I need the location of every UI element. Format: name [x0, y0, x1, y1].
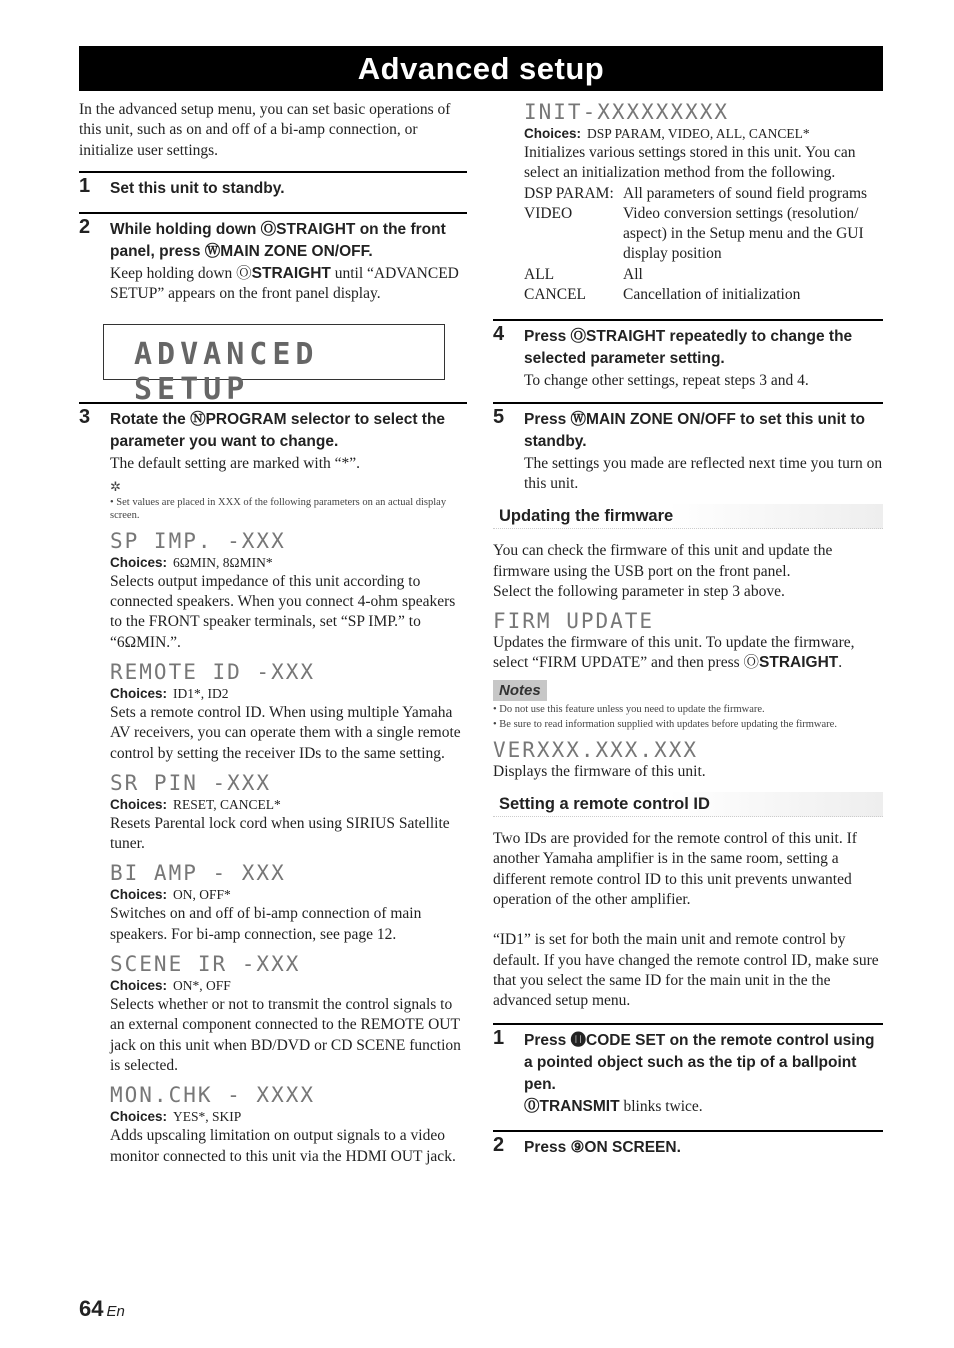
choices-value: ON, OFF*	[173, 887, 231, 903]
remote-id-paragraph-2: “ID1” is set for both the main unit and remote control by default. If you have changed the remote control ID, make sure that you select the same ID for the main unit in the the advanced setup menu.	[493, 931, 879, 1010]
step-heading: Set this unit to standby.	[110, 179, 285, 197]
param-desc: Resets Parental lock cord when using SIRIUS Satellite tuner.	[110, 814, 450, 853]
step-1-standby	[79, 171, 467, 200]
step-number: 1	[493, 1027, 505, 1050]
step-number: 4	[493, 323, 505, 346]
choices-value: ON*, OFF	[173, 978, 231, 994]
choices-label: Choices:	[524, 126, 582, 141]
param-choices	[110, 885, 467, 904]
param-choices	[110, 553, 467, 572]
option-key: CANCEL	[524, 286, 586, 304]
step-2-hold-straight	[79, 212, 467, 305]
param-bi-amp: BI AMP - XXX	[110, 861, 286, 886]
step-4-change-setting	[493, 319, 883, 391]
choices-label: Choices:	[110, 1109, 168, 1125]
param-remote-id: REMOTE ID -XXX	[110, 659, 316, 684]
step-number: 2	[79, 215, 91, 238]
step-heading: Press ⓄSTRAIGHT repeatedly to change the selected parameter setting.	[524, 328, 853, 368]
step-body	[524, 1097, 883, 1117]
param-choices	[110, 1107, 467, 1126]
param-version: VERXXX.XXX.XXX	[493, 737, 699, 762]
param-mon-chk: MON.CHK - XXXX	[110, 1083, 316, 1108]
step-body: To change other settings, repeat steps 3 and 4.	[524, 372, 809, 390]
step-heading: Press ⓌMAIN ZONE ON/OFF to set this unit to standby.	[524, 410, 866, 450]
notes-label: Notes	[493, 680, 547, 701]
step-3-rotate-program	[79, 402, 467, 474]
step-body-bold: STRAIGHT	[251, 264, 331, 282]
choices-label: Choices:	[110, 978, 168, 994]
firmware-intro-2: Select the following parameter in step 3 above.	[493, 582, 785, 600]
step-body-post: until “ADVANCED SETUP” appears on the front panel display.	[110, 264, 459, 303]
choices-value: 6ΩMIN, 8ΩMIN*	[173, 554, 273, 570]
step-5-standby	[493, 402, 883, 495]
note-item: • Do not use this feature unless you need to update the firmware.	[493, 703, 765, 715]
init-param	[524, 100, 883, 305]
step-body-pre: Keep holding down Ⓞ	[110, 264, 252, 282]
step-heading: Press ⑨ON SCREEN.	[524, 1138, 681, 1156]
step-body-bold: ⓪TRANSMIT	[524, 1098, 620, 1116]
version-desc: Displays the firmware of this unit.	[493, 762, 706, 780]
page-number	[79, 1296, 125, 1322]
step-heading: While holding down ⓄSTRAIGHT on the front panel, press ⓌMAIN ZONE ON/OFF.	[110, 220, 446, 260]
param-desc: Selects whether or not to transmit the control signals to an external component connected to the REMOTE OUT jack on this unit when BD/DVD or CD SCENE function is selected.	[110, 996, 461, 1074]
param-desc: Adds upscaling limitation on output signals to a video monitor connected to this unit via the HDMI OUT jack.	[110, 1127, 456, 1165]
param-desc: Sets a remote control ID. When using multiple Yamaha AV receivers, you can operate them with a single remote control by setting the receiver IDs to the same setting.	[110, 703, 461, 762]
step-body	[110, 264, 467, 305]
remote-id-paragraph-1: Two IDs are provided for the remote control of this unit. If another Yamaha amplifier is in the same room, setting a different remote control ID to this unit prevents unwanted operation of the other amplifier.	[493, 830, 857, 908]
remote-step-2	[493, 1130, 883, 1159]
choices-value: RESET, CANCEL*	[173, 796, 281, 812]
firmware-desc-pre: Updates the firmware of this unit. To update the firmware, select “FIRM UPDATE” and then press Ⓞ	[493, 634, 855, 672]
param-sr-pin: SR PIN -XXX	[110, 770, 272, 795]
option-value: Cancellation of initialization	[623, 286, 801, 304]
param-desc: Switches on and off of bi-amp connection of main speakers. For bi-amp connection, see page 12.	[110, 905, 422, 943]
intro-text: In the advanced setup menu, you can set basic operations of this unit, such as on and off of a bi-amp connection, or initialize user settings.	[79, 101, 451, 159]
section-heading-firmware: Updating the firmware	[493, 504, 883, 529]
choices-value: ID1*, ID2	[173, 685, 229, 701]
display-text: ADVANCED SETUP	[134, 337, 319, 408]
firmware-intro: You can check the firmware of this unit and update the firmware using the USB port on the front panel.	[493, 542, 833, 580]
remote-step-1	[493, 1023, 883, 1117]
option-value: All parameters of sound field programs	[623, 184, 868, 202]
choices-value: YES*, SKIP	[173, 1109, 242, 1125]
option-value: Video conversion settings (resolution/ aspect) in the Setup menu and the GUI display position	[623, 204, 864, 263]
param-firm-update: FIRM UPDATE	[493, 609, 655, 634]
right-column	[493, 100, 883, 1159]
step-heading: Press ⓫CODE SET on the remote control using a pointed object such as the tip of a ballpoint pen.	[524, 1032, 875, 1094]
param-scene-ir: SCENE IR -XXX	[110, 952, 301, 977]
step-number: 2	[493, 1133, 505, 1156]
init-options	[524, 184, 883, 306]
param-choices	[524, 124, 883, 143]
note-item: • Be sure to read information supplied with updates before updating the firmware.	[493, 718, 837, 730]
tip-note: • Set values are placed in XXX of the following parameters on an actual display screen.	[110, 496, 447, 521]
firmware-desc-bold: STRAIGHT	[759, 654, 839, 672]
choices-value: DSP PARAM, VIDEO, ALL, CANCEL*	[587, 126, 810, 141]
step-number: 1	[79, 174, 91, 197]
param-desc: Initializes various settings stored in this unit. You can select an initialization method from the following.	[524, 144, 856, 182]
step-body: The settings you made are reflected next time you turn on this unit.	[524, 454, 883, 492]
left-column	[79, 100, 467, 1167]
step-heading: Rotate the ⓃPROGRAM selector to select the parameter you want to change.	[110, 411, 446, 451]
section-heading-remote-id: Setting a remote control ID	[493, 792, 883, 817]
firmware-desc-post: .	[838, 654, 843, 672]
front-panel-display	[103, 324, 445, 408]
parameter-list	[110, 479, 467, 1167]
page-title: Advanced setup	[79, 46, 883, 91]
param-choices	[110, 976, 467, 995]
page-number-value: 64	[79, 1296, 104, 1321]
param-choices	[110, 795, 467, 814]
param-choices	[110, 684, 467, 703]
param-init: INIT-XXXXXXXXX	[524, 100, 730, 124]
option-key: VIDEO	[524, 204, 573, 222]
choices-label: Choices:	[110, 796, 168, 812]
step-body: The default setting are marked with “*”.	[110, 455, 361, 473]
page-number-suffix: En	[106, 1303, 125, 1320]
firmware-desc	[493, 633, 883, 674]
choices-label: Choices:	[110, 685, 168, 701]
tip-icon: ✲	[110, 478, 121, 494]
param-desc: Selects output impedance of this unit according to connected speakers. When you connect 4-ohm speakers to the FRONT speaker terminals, set “SP IMP.” to “6ΩMIN.”.	[110, 572, 456, 651]
step-body-post: blinks twice.	[619, 1098, 703, 1116]
param-sp-imp: SP IMP. -XXX	[110, 528, 286, 553]
step-number: 5	[493, 405, 505, 428]
step-number: 3	[79, 406, 91, 429]
option-key: DSP PARAM:	[524, 184, 614, 202]
option-key: ALL	[524, 265, 555, 283]
choices-label: Choices:	[110, 887, 168, 903]
option-value: All	[623, 265, 643, 283]
choices-label: Choices:	[110, 554, 168, 570]
